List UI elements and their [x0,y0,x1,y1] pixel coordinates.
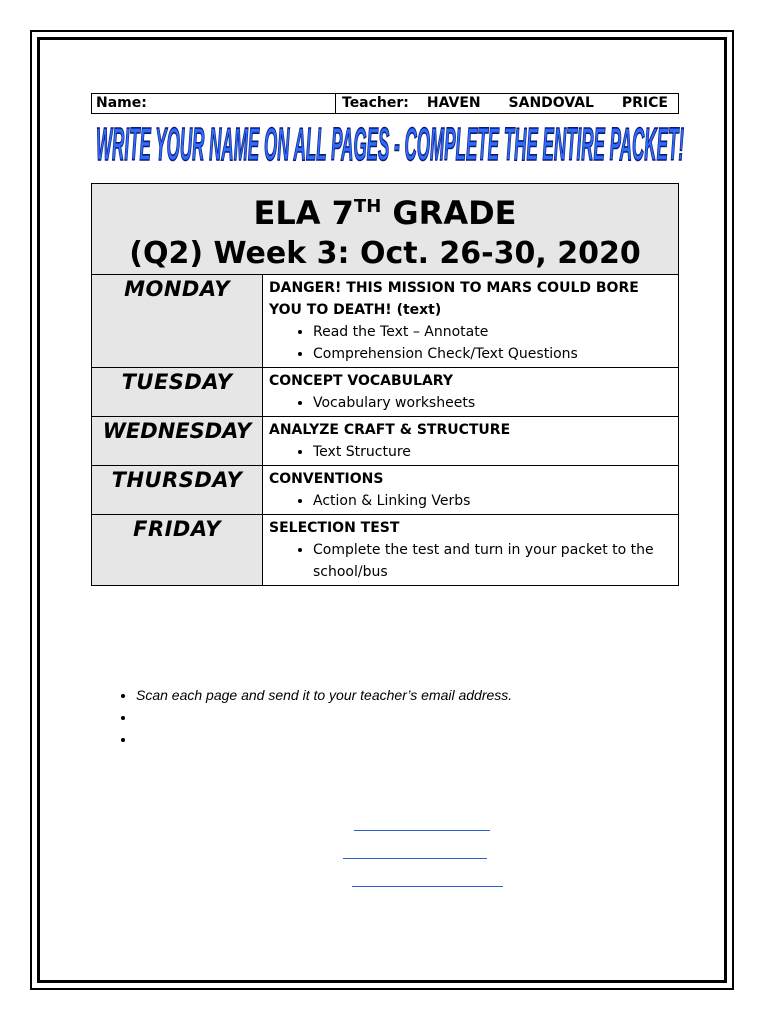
instruction-banner [96,120,686,166]
teacher-name: PRICE [621,95,668,111]
task-cell [263,368,679,417]
day-label: TUESDAY [92,368,263,417]
table-row [92,466,679,515]
task-title: CONVENTIONS [269,471,384,487]
teacher-label: Teacher: [342,95,409,111]
email-link[interactable] [352,886,503,887]
day-label: THURSDAY [92,466,263,515]
day-label: MONDAY [92,275,263,368]
email-link[interactable] [354,830,490,831]
name-label: Name: [96,95,147,111]
list-item [136,728,696,750]
title-cell [92,184,679,275]
day-label: WEDNESDAY [92,417,263,466]
list-item: • Read the Text – Annotate [313,321,672,343]
list-item: • Scan each page and send it to your teacher’s email address. [136,684,696,706]
week-subtitle: (Q2) Week 3: Oct. 26-30, 2020 [129,236,641,271]
list-item: • Complete the test and turn in your packet to the school/bus [313,539,672,583]
task-cell [263,417,679,466]
table-row [92,515,679,586]
name-field[interactable] [92,94,336,113]
page-title: ELA 7TH GRADE [253,194,517,232]
list-item: • Text Structure [313,441,672,463]
teacher-name: SANDOVAL [508,95,594,111]
task-cell [263,466,679,515]
header-row [91,93,679,114]
teacher-names [427,94,678,113]
instructions-list [114,684,696,750]
list-item: • Vocabulary worksheets [313,392,672,414]
banner-text: WRITE YOUR NAME ON ALL PAGES - COMPLETE THE ENTIRE PACKET! [96,120,684,166]
table-row [92,275,679,368]
table-row [92,417,679,466]
task-cell [263,515,679,586]
task-title: DANGER! THIS MISSION TO MARS COULD BORE YOU TO DEATH! (text) [269,280,639,318]
task-title: SELECTION TEST [269,520,400,536]
task-title: CONCEPT VOCABULARY [269,373,453,389]
task-cell [263,275,679,368]
list-item: • Action & Linking Verbs [313,490,672,512]
teacher-name: HAVEN [426,95,481,111]
day-label: FRIDAY [92,515,263,586]
task-title: ANALYZE CRAFT & STRUCTURE [269,422,511,438]
list-item [136,706,696,728]
email-link[interactable] [343,858,487,859]
schedule-table [91,183,679,586]
list-item: • Comprehension Check/Text Questions [313,343,672,365]
teacher-field [336,94,678,113]
table-row [92,368,679,417]
